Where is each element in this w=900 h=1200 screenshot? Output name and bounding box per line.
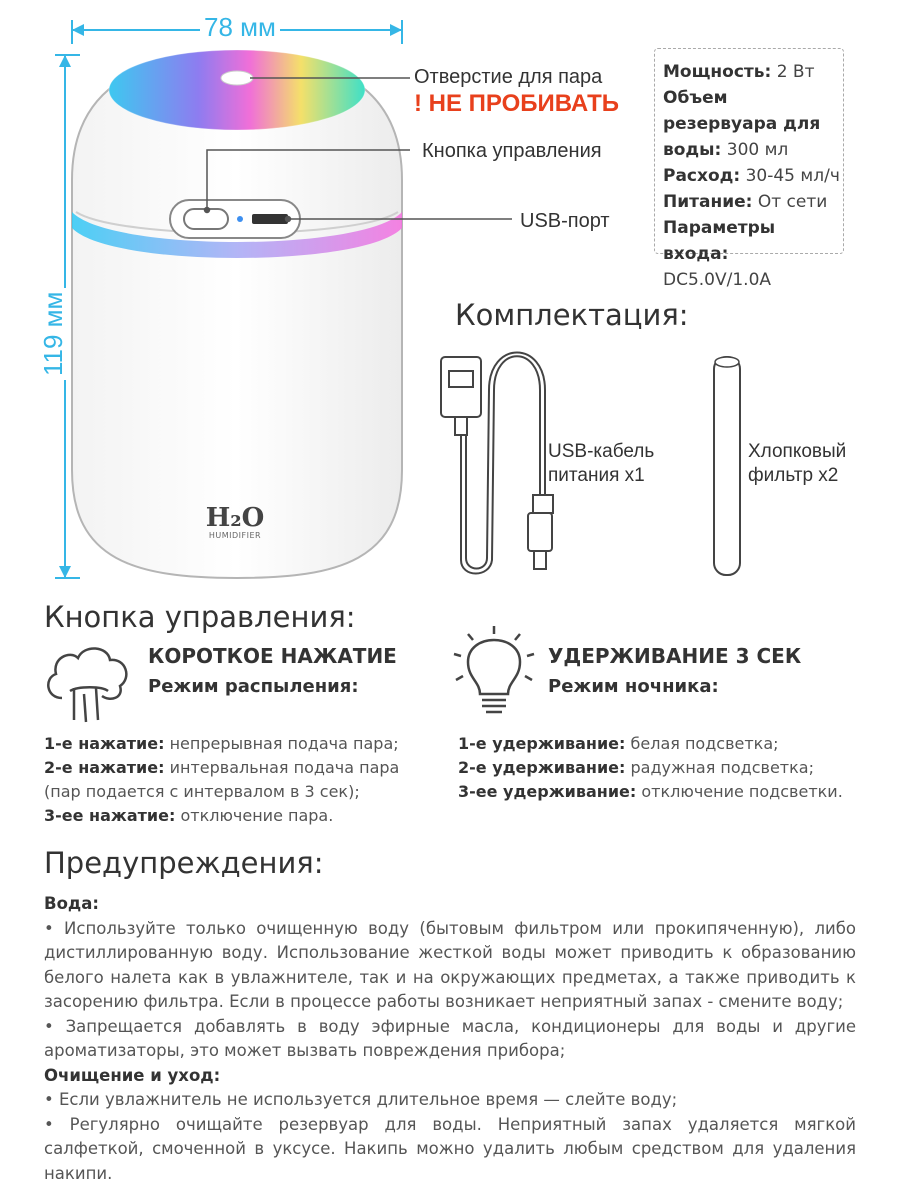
- warnings-body: [44, 892, 856, 1186]
- usb-port-shape: [252, 214, 288, 224]
- no-pierce-text: НЕ ПРОБИВАТЬ: [428, 90, 619, 117]
- short-press-list: [44, 732, 434, 828]
- specs-box: [654, 48, 844, 290]
- indicator-led: [237, 216, 243, 222]
- hold-list: [458, 732, 878, 804]
- usb-cable-illustration: [441, 353, 553, 574]
- callout-control-button: Кнопка управления: [422, 140, 602, 162]
- steam-hole: [221, 71, 253, 85]
- list-item: 1-е нажатие: непрерывная подача пара;: [44, 734, 399, 753]
- light-bulb-icon: [448, 624, 538, 724]
- hold-subheading: Режим ночника:: [548, 676, 719, 697]
- cotton-filter-illustration: [714, 357, 740, 575]
- logo-subtext: HUMIDIFIER: [208, 531, 262, 540]
- short-press-heading: КОРОТКОЕ НАЖАТИЕ: [148, 644, 397, 668]
- list-item: 2-е удерживание: радужная подсветка;: [458, 758, 814, 777]
- width-label: 78 мм: [200, 12, 280, 43]
- short-press-subheading: Режим распыления:: [148, 676, 359, 697]
- list-item: 1-е удерживание: белая подсветка;: [458, 734, 779, 753]
- warning-care-2: • Регулярно очищайте резервуар для воды. Неприятный запах удаляется мягкой салфеткой, смоченной в уксусе. Накипь можно удалить любым средством для удаления накипи.: [44, 1114, 856, 1183]
- warning-care-1: • Если увлажнитель не используется длительное время — слейте воду;: [44, 1090, 678, 1109]
- spec-consumption: Расход: 30-45 мл/ч: [663, 166, 840, 186]
- warning-water-2: • Запрещается добавлять в воду эфирные масла, кондиционеры для воды и другие ароматизаторы, это может вызвать повреждения прибора;: [44, 1016, 856, 1060]
- warning-water-1: • Используйте только очищенную воду (бытовым фильтром или прокипяченную), либо дистиллированную воду. Использование жесткой воды может приводить к образованию белого налета как в увлажнителе, так и на окружающих предметах, а также приводить к засорению фильтра. Если в процессе работы возникает неприятный запах - смените воду;: [44, 918, 856, 1011]
- list-item: 2-е нажатие: интервальная подача пара: [44, 758, 400, 777]
- spec-tank: Объем резервуара для воды: 300 мл: [663, 88, 821, 160]
- warnings-title: Предупреждения:: [44, 846, 324, 880]
- device-logo: [190, 505, 280, 540]
- logo-text: H₂O: [205, 503, 265, 533]
- callout-usb-port: USB-порт: [520, 210, 610, 232]
- care-heading: Очищение и уход:: [44, 1065, 221, 1085]
- filter-label: Хлопковый фильтр х2: [748, 441, 847, 486]
- list-item: 3-ее нажатие: отключение пара.: [44, 806, 334, 825]
- cable-label: USB-кабель питания х1: [548, 441, 655, 486]
- water-heading: Вода:: [44, 894, 99, 913]
- humidifier-body: [72, 50, 402, 578]
- list-item: (пар подается с интервалом в 3 сек);: [44, 782, 360, 801]
- callout-steam-hole: Отверстие для пара: [414, 66, 603, 88]
- rainbow-top-light: [109, 50, 365, 130]
- no-pierce-warning: [414, 90, 619, 118]
- list-item: 3-ее удерживание: отключение подсветки.: [458, 782, 843, 801]
- hold-heading: УДЕРЖИВАНИЕ 3 СЕК: [548, 644, 802, 668]
- spec-power: Мощность: 2 Вт: [663, 62, 815, 82]
- steam-cloud-icon: [40, 636, 140, 726]
- spec-input: Параметры входа: DC5.0V/1.0A: [663, 218, 776, 290]
- package-title: Комплектация:: [455, 298, 689, 332]
- warning-mark: !: [414, 90, 422, 117]
- spec-power-supply: Питание: От сети: [663, 192, 828, 212]
- control-title: Кнопка управления:: [44, 600, 356, 634]
- height-label: 119 мм: [38, 288, 69, 380]
